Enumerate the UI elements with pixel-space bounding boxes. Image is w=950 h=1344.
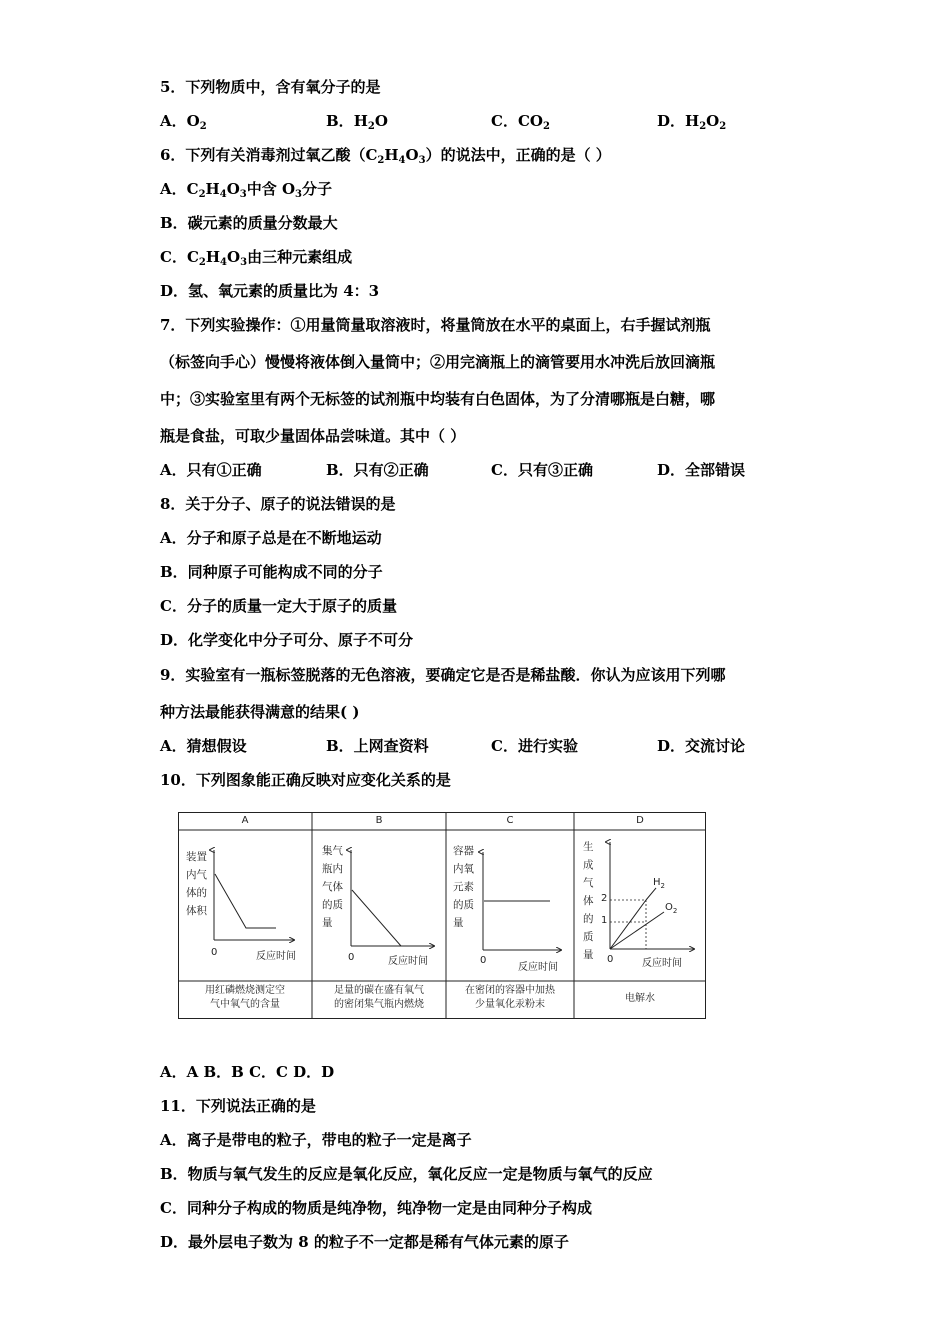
series-name: H: [653, 877, 661, 888]
q11-option-c[interactable]: C．同种分子构成的物质是纯净物，纯净物一定是由同种分子构成: [160, 1199, 592, 1217]
text: O: [227, 248, 241, 266]
graph-d-series-h2: [653, 877, 665, 888]
subscript: 2: [660, 882, 665, 890]
text: O: [405, 146, 419, 164]
option-label: A．: [160, 112, 187, 130]
graph-d-ylabel: 生成气体的质量: [583, 841, 594, 961]
q10-stem: 10．下列图象能正确反映对应变化关系的是: [160, 771, 451, 789]
q9-stem-line1: 9．实验室有一瓶标签脱落的无色溶液，要确定它是否是稀盐酸．你认为应该用下列哪: [160, 666, 726, 684]
subscript: 2: [699, 121, 707, 132]
text: 中含 O: [246, 180, 296, 198]
graph-d-h2-line-ext: [646, 888, 656, 900]
q6-option-d[interactable]: D．氢、氧元素的质量比为 4：3: [160, 282, 380, 300]
graph-d-tick-2: 2: [601, 893, 608, 904]
text: H: [205, 248, 221, 266]
subscript: 2: [367, 121, 375, 132]
q7-option-c[interactable]: C．只有③正确: [491, 461, 593, 479]
subscript: 2: [377, 155, 385, 166]
formula: CO: [517, 112, 543, 130]
q5-option-b[interactable]: [326, 111, 388, 131]
q5-stem: 5．下列物质中，含有氧分子的是: [160, 78, 381, 96]
subscript: 4: [398, 155, 406, 166]
option-label: C．: [491, 112, 518, 130]
q8-option-c[interactable]: C．分子的质量一定大于原子的质量: [160, 597, 397, 615]
graph-b-curve: [352, 890, 401, 946]
q5-option-a[interactable]: [160, 111, 207, 131]
graph-d-origin: 0: [607, 954, 614, 965]
graph-c-origin: 0: [480, 955, 487, 966]
formula: O: [374, 112, 388, 130]
option-label: B．: [326, 112, 354, 130]
graph-a-origin: 0: [211, 947, 218, 958]
graph-c-ylabel: 容器内氧元素的质量: [453, 845, 474, 929]
formula: H: [685, 112, 700, 130]
q8-option-d[interactable]: D．化学变化中分子可分、原子不可分: [160, 631, 414, 649]
q8-stem: 8．关于分子、原子的说法错误的是: [160, 495, 396, 513]
subscript: 3: [418, 155, 426, 166]
graph-d-o2-line: [610, 912, 664, 949]
graph-b-ylabel: 集气瓶内气体的质量: [322, 845, 343, 929]
text: ）的说法中，正确的是（ ）: [425, 146, 611, 164]
q7-option-a[interactable]: A．只有①正确: [160, 461, 262, 479]
q6-stem: [160, 145, 611, 165]
caption-line: 用红磷燃烧测定空: [205, 985, 285, 996]
subscript: 2: [198, 257, 206, 268]
option-label: D．: [657, 112, 686, 130]
caption-line: 在密闭的容器中加热: [465, 985, 555, 996]
graph-b-origin: 0: [348, 952, 355, 963]
q10-graph-figure: [178, 812, 706, 1019]
subscript: 2: [199, 121, 207, 132]
graph-a-ylabel: 装置内气体的体积: [186, 851, 207, 917]
q7-stem-line3: 中；③实验室里有两个无标签的试剂瓶中均装有白色固体，为了分清哪瓶是白糖，哪: [160, 390, 716, 408]
graph-d-series-o2: [665, 902, 677, 913]
q6-option-c[interactable]: [160, 247, 352, 267]
q6-option-a[interactable]: [160, 179, 332, 199]
graph-a-curve: [215, 874, 276, 928]
formula: H: [353, 112, 368, 130]
formula: O: [186, 112, 200, 130]
caption-line: 足量的碳在盛有氧气: [334, 985, 424, 996]
q9-option-d[interactable]: D．交流讨论: [657, 737, 746, 755]
q9-option-b[interactable]: B．上网查资料: [326, 737, 429, 755]
q9-option-c[interactable]: C．进行实验: [491, 737, 578, 755]
subscript: 4: [220, 257, 228, 268]
q7-stem-line1: 7．下列实验操作：①用量筒量取溶液时，将量筒放在水平的桌面上，右手握试剂瓶: [160, 316, 711, 334]
caption-line: 少量氧化汞粉末: [475, 999, 545, 1010]
formula: O: [706, 112, 720, 130]
q11-option-d[interactable]: D．最外层电子数为 8 的粒子不一定都是稀有气体元素的原子: [160, 1233, 569, 1251]
subscript: 4: [219, 189, 227, 200]
subscript: 2: [719, 121, 727, 132]
graph-a-xlabel: 反应时间: [256, 951, 296, 962]
graph-d-tick-1: 1: [601, 915, 608, 926]
q10-options[interactable]: A．A B．B C．C D．D: [160, 1063, 335, 1081]
subscript: 3: [295, 189, 303, 200]
graph-b-xlabel: 反应时间: [388, 956, 428, 967]
text: C．C: [160, 248, 199, 266]
q6-option-b[interactable]: B．碳元素的质量分数最大: [160, 214, 338, 232]
graph-c-caption: [446, 984, 574, 1012]
subscript: 2: [542, 121, 550, 132]
text: H: [384, 146, 399, 164]
graph-d-xlabel: 反应时间: [642, 958, 682, 969]
figure-header-a: A: [241, 815, 249, 826]
series-name: O: [665, 902, 673, 913]
subscript: 3: [240, 257, 248, 268]
figure-header-d: D: [636, 815, 644, 826]
caption-line: 的密闭集气瓶内燃烧: [334, 999, 424, 1010]
q11-option-b[interactable]: B．物质与氧气发生的反应是氧化反应，氧化反应一定是物质与氧气的反应: [160, 1165, 653, 1183]
text: A．C: [160, 180, 199, 198]
figure-header-c: C: [506, 815, 514, 826]
text: 6．下列有关消毒剂过氧乙酸（C: [160, 146, 378, 164]
q7-option-d[interactable]: D．全部错误: [657, 461, 746, 479]
q11-option-a[interactable]: A．离子是带电的粒子，带电的粒子一定是离子: [160, 1131, 472, 1149]
figure-header-b: B: [375, 815, 383, 826]
graph-d-caption: [574, 992, 706, 1006]
graph-b-caption: [312, 984, 446, 1012]
text: H: [205, 180, 220, 198]
text: O: [226, 180, 240, 198]
q5-option-c[interactable]: [491, 111, 550, 131]
graph-c-xlabel: 反应时间: [518, 962, 558, 973]
subscript: 3: [239, 189, 247, 200]
caption-line: 气中氧气的含量: [210, 999, 280, 1010]
q7-stem-line2: （标签向手心）慢慢将液体倒入量筒中；②用完滴瓶上的滴管要用水冲洗后放回滴瓶: [160, 353, 716, 371]
subscript: 2: [672, 907, 678, 915]
text: 由三种元素组成: [247, 248, 353, 266]
q11-stem: 11．下列说法正确的是: [160, 1097, 316, 1115]
text: 分子: [302, 180, 333, 198]
q7-stem-line4: 瓶是食盐，可取少量固体品尝味道。其中（ ）: [160, 427, 466, 445]
q8-option-b[interactable]: B．同种原子可能构成不同的分子: [160, 563, 383, 581]
q8-option-a[interactable]: A．分子和原子总是在不断地运动: [160, 529, 382, 547]
q5-option-d[interactable]: [657, 111, 726, 131]
graph-d-h2-line: [610, 900, 646, 949]
q7-option-b[interactable]: B．只有②正确: [326, 461, 429, 479]
q9-stem-line2: 种方法最能获得满意的结果( ): [160, 703, 360, 721]
subscript: 2: [198, 189, 206, 200]
caption-line: 电解水: [625, 993, 655, 1004]
graph-a-caption: [178, 984, 312, 1012]
q9-option-a[interactable]: A．猜想假设: [160, 737, 247, 755]
